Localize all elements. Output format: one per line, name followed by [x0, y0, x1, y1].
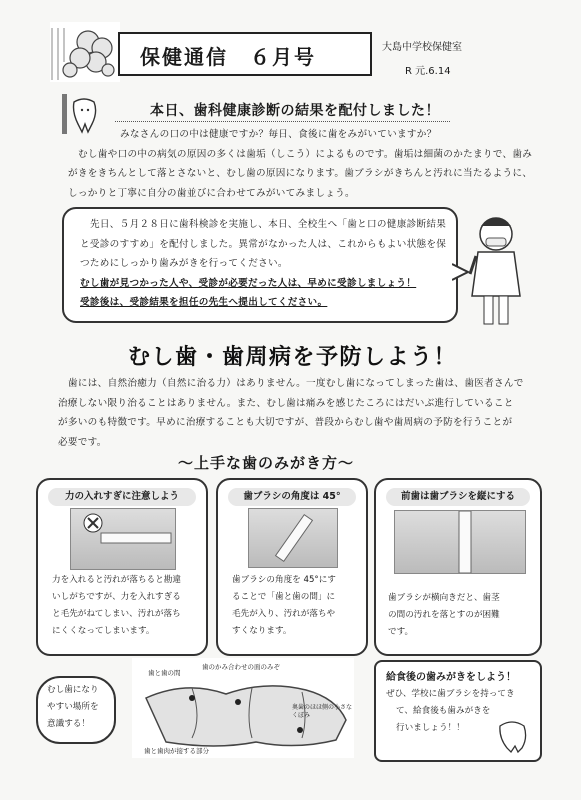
lunch-brushing-box [374, 660, 542, 762]
lunch-heading: 給食後の歯みがきをしよう！ [386, 672, 516, 683]
tip-text: 毛先が入り、汚れが落ちや [232, 609, 336, 619]
tip-text: 力を入れると汚れが落ちると勘違 [52, 575, 181, 585]
tip-text: です。 [388, 627, 414, 637]
tip-text: の間の汚れを落とすのが困難 [388, 610, 500, 620]
school-name: 大島中学校保健室 [382, 42, 462, 53]
tip-photo-front-teeth [394, 510, 526, 574]
notice-emphasis-submit: 受診後は、受診結果を担任の先生へ提出してください。 [80, 297, 328, 308]
intro-line: むし歯や口の中の病気の原因の多くは歯垢（しこう）によるものです。歯垢は細菌のかたまりで、歯み [78, 148, 533, 160]
notice-line: 先日、５月２８日に歯科検診を実施し、本日、全校生へ「歯と口の健康診断結果 [90, 219, 447, 230]
tip-text: 歯ブラシの角度を 45°にす [232, 575, 336, 585]
cross-mark-icon [71, 509, 175, 569]
bubble-text: むし歯になり [47, 685, 99, 695]
lunch-text: て、給食後も歯みがきを [396, 706, 491, 716]
header-title-box [118, 32, 372, 76]
tips-title: ～上手な歯のみがき方～ [178, 454, 355, 472]
issue-date: R 元.6.14 [405, 66, 451, 77]
notice-emphasis-visit: むし歯が見つかった人や、受診が必要だった人は、早めに受診しましょう！ [80, 277, 417, 289]
tip-heading: 歯ブラシの角度は 45° [228, 488, 356, 506]
intro-line: がきをきちんとして落とさないと、むし歯の原因になります。歯ブラシがきちんと汚れに当たるように、 [68, 168, 533, 179]
tip-card-pressure [36, 478, 208, 656]
tip-card-front-teeth [374, 478, 542, 656]
tip-heading: 力の入れすぎに注意しよう [48, 488, 196, 506]
bubble-text: 意識する！ [47, 719, 90, 729]
prevention-paragraph [58, 374, 538, 452]
tip-text: すくなります。 [232, 626, 292, 636]
prevention-line: 必要です。 [58, 436, 107, 448]
tip-text: 歯ブラシが横向きだと、歯茎 [388, 593, 500, 603]
prevention-line: が多いのも特徴です。早めに治療することも大切ですが、普段からむし歯や歯周病の予防を行うことが [58, 417, 513, 428]
notice-line: つためにしっかり歯みがきを行ってください。 [80, 258, 288, 269]
lunch-text: 行いましょう！！ [396, 723, 465, 733]
label-pit: 奥歯のほほ側の小さなくぼみ [292, 704, 353, 719]
notice-line: と受診のすすめ」を配付しました。異常がなかった人は、これからもよい状態を保 [80, 238, 447, 250]
tip-text: と毛先がねてしまい、汚れが落ち [52, 609, 181, 619]
label-gap: 歯と歯の間 [148, 669, 181, 677]
tip-text: にくくなってしまいます。 [52, 626, 155, 636]
lunch-text: ぜひ、学校に歯ブラシを持ってき [386, 689, 515, 699]
headline-underline [115, 121, 450, 122]
label-groove: 歯のかみ合わせの面のみぞ [202, 663, 280, 671]
tip-photo-pressure [70, 508, 176, 570]
tip-text: いしがちですが、力を入れすぎる [52, 592, 181, 602]
label-gum: 歯と歯肉が接する部分 [144, 747, 209, 755]
intro-paragraph [68, 125, 538, 203]
tip-text: ることで「歯と歯の間」に [232, 592, 336, 602]
checkup-notice-box [62, 207, 458, 323]
tooth-mascot-icon [494, 720, 530, 754]
teeth-diagram [132, 658, 354, 758]
section-title: むし歯・歯周病を予防しよう！ [128, 345, 458, 370]
cavity-spot-bubble [36, 676, 116, 744]
header-flower-decoration [50, 22, 120, 82]
tip-card-angle [216, 478, 368, 656]
bubble-text: やすい場所を [47, 702, 99, 712]
intro-line: しっかりと丁寧に自分の歯並びに合わせてみがいてみましょう。 [68, 187, 355, 199]
intro-line: みなさんの口の中は健康ですか？毎日、食後に歯をみがいていますか？ [120, 129, 437, 140]
prevention-line: 治療しない限り治ることはありません。また、むし歯は痛みを感じたころにはだいぶ進行していること [58, 397, 514, 409]
headline: 本日、歯科健康診断の結果を配付しました！ [150, 103, 440, 119]
tip-photo-angle [248, 508, 338, 568]
newsletter-title: 保健通信 ６月号 [140, 45, 316, 69]
prevention-line: 歯には、自然治癒力（自然に治る力）はありません。一度むし歯になってしまった歯は、歯医者さんで [68, 378, 524, 389]
tip-heading: 前歯は歯ブラシを縦にする [386, 488, 530, 506]
doctor-illustration [466, 212, 526, 328]
